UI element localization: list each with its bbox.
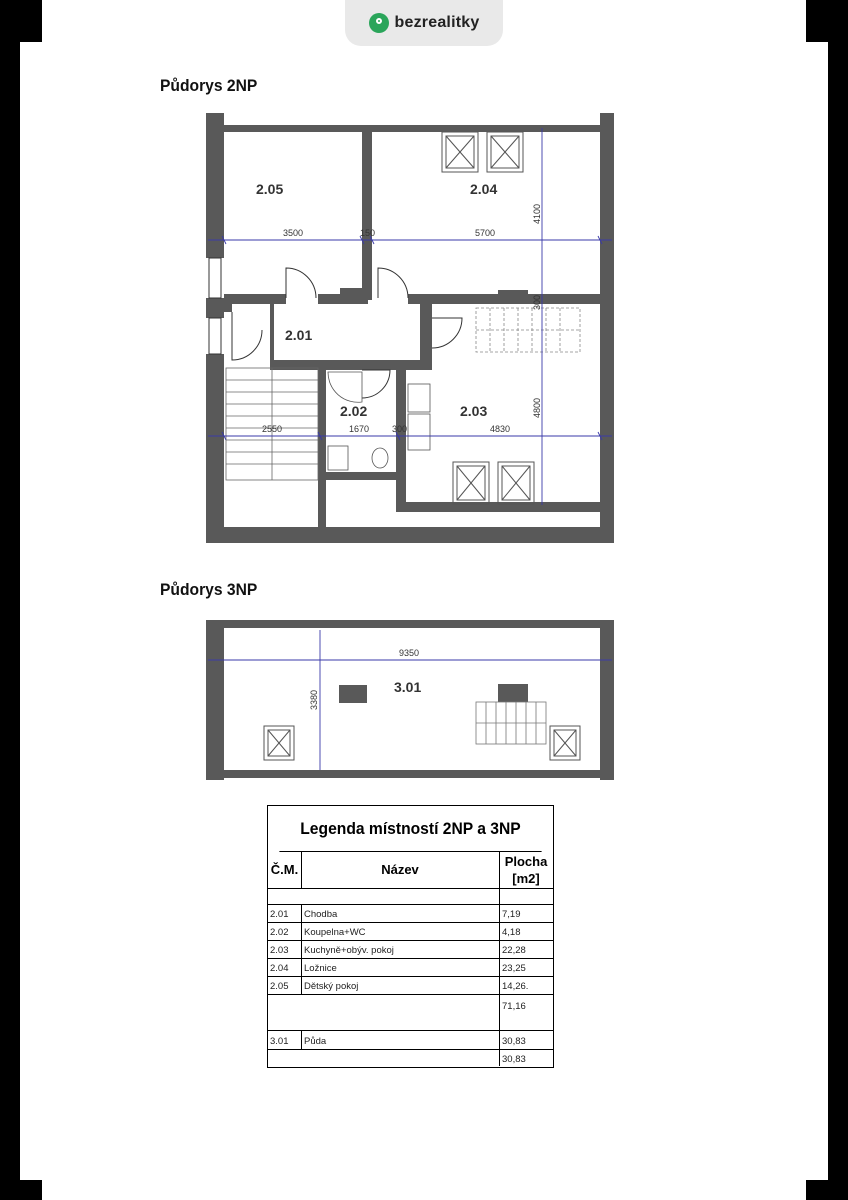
table-divider <box>268 994 553 995</box>
header-number: Č.M. <box>268 851 301 889</box>
wall <box>206 527 614 543</box>
chimney <box>498 684 528 702</box>
cell-name: Kuchyně+obýv. pokoj <box>304 945 394 956</box>
wall <box>362 132 372 300</box>
dimension-label: 1670 <box>349 424 370 434</box>
wall <box>600 620 614 780</box>
cell-name: Ložnice <box>304 963 337 974</box>
wall <box>270 304 274 370</box>
wall <box>340 288 368 294</box>
plan-2np-title: Půdorys 2NP <box>160 76 258 95</box>
cell-number: 2.01 <box>270 909 289 920</box>
cell-area: 22,28 <box>502 945 526 956</box>
wall <box>420 304 432 360</box>
skylight <box>453 462 489 504</box>
room-label: 2.01 <box>285 327 313 343</box>
cell-name: Koupelna+WC <box>304 927 366 938</box>
toilet <box>372 448 388 468</box>
table-divider <box>268 1030 553 1031</box>
skylight <box>498 462 534 504</box>
table-divider <box>268 940 553 941</box>
floor-plan-3np <box>206 620 614 780</box>
dimension-label: 2550 <box>262 424 283 434</box>
cell-number: 3.01 <box>270 1036 289 1047</box>
cell-name: Chodba <box>304 909 338 920</box>
wall <box>498 290 528 296</box>
attic-stairs <box>476 308 580 352</box>
cell-number: 2.05 <box>270 981 289 992</box>
cell-area: 7,19 <box>502 909 521 920</box>
cell-area: 4,18 <box>502 927 521 938</box>
cell-area: 30,83 <box>502 1036 526 1047</box>
cell-number: 2.02 <box>270 927 289 938</box>
table-divider <box>301 1030 302 1049</box>
wall <box>224 304 232 312</box>
skylight <box>550 726 580 760</box>
chimney <box>339 685 367 703</box>
room-label: 2.05 <box>256 181 284 197</box>
dimension-label: 3500 <box>283 228 304 238</box>
dimension-label: 4830 <box>490 424 511 434</box>
room-label: 3.01 <box>394 679 422 695</box>
kitchen-unit <box>408 384 430 412</box>
attic-stairs <box>476 702 546 744</box>
wall <box>206 620 224 780</box>
table-divider <box>268 976 553 977</box>
legend-title: Legenda místností 2NP a 3NP <box>279 806 541 852</box>
wall <box>326 472 406 480</box>
cell-number: 2.04 <box>270 963 289 974</box>
wall <box>224 620 600 628</box>
wall <box>396 370 406 510</box>
cell-name: Dětský pokoj <box>304 981 359 992</box>
shower-tray <box>328 372 362 402</box>
header-name: Název <box>301 851 499 889</box>
room-label: 2.02 <box>340 403 368 419</box>
cell-number: 2.03 <box>270 945 289 956</box>
wall <box>270 360 432 370</box>
wall <box>224 125 600 132</box>
wall <box>318 294 368 304</box>
table-divider <box>301 904 302 994</box>
subtotal-2np: 71,16 <box>502 1001 526 1012</box>
door-swing <box>232 312 262 360</box>
dimension-label: 3380 <box>309 689 319 710</box>
dimension-label: 300 <box>532 294 542 310</box>
door-swing <box>362 370 390 398</box>
dimension-label: 300 <box>392 424 408 434</box>
table-divider <box>301 851 302 889</box>
cell-name: Půda <box>304 1036 327 1047</box>
washbasin <box>328 446 348 470</box>
wall <box>224 294 286 304</box>
wall <box>318 370 326 530</box>
header-area: Plocha [m2] <box>499 851 553 889</box>
dimension-label: 4800 <box>532 397 542 418</box>
plan-3np-title: Půdorys 3NP <box>160 580 258 599</box>
door-swing <box>378 268 408 298</box>
table-divider <box>268 904 553 905</box>
table-divider <box>268 1049 553 1050</box>
dimension-label: 150 <box>360 228 376 238</box>
dimension-label: 4100 <box>532 203 542 224</box>
cell-area: 14,26. <box>502 981 529 992</box>
skylight <box>442 132 478 172</box>
room-label: 2.04 <box>470 181 498 197</box>
skylight <box>264 726 294 760</box>
table-divider <box>268 922 553 923</box>
subtotal-3np: 30,83 <box>502 1054 526 1065</box>
wall <box>600 113 614 543</box>
room-label: 2.03 <box>460 403 488 419</box>
table-divider <box>499 889 500 904</box>
room-legend-table <box>267 805 554 1068</box>
table-divider <box>268 958 553 959</box>
door-swing <box>286 268 316 298</box>
brand-name: bezrealitky <box>394 14 480 31</box>
cell-area: 23,25 <box>502 963 526 974</box>
dimension-label: 5700 <box>475 228 496 238</box>
kitchen-sink <box>408 414 430 450</box>
wall <box>224 770 600 778</box>
skylight <box>487 132 523 172</box>
dimension-label: 9350 <box>399 648 420 658</box>
door-swing <box>432 318 462 348</box>
table-divider <box>499 851 500 889</box>
table-divider <box>499 904 500 1066</box>
